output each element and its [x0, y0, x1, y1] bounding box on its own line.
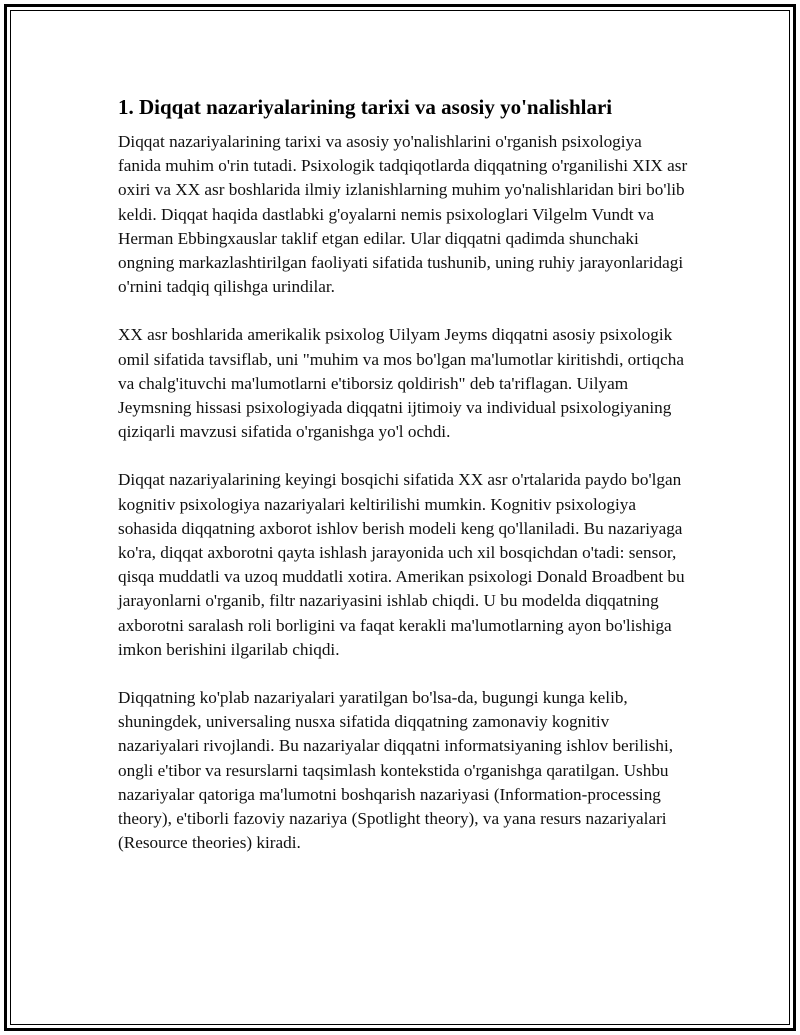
paragraph-3: Diqqat nazariyalarining keyingi bosqichi sifatida XX asr o'rtalarida paydo bo'lgan kognitiv psixologiya nazariyalari keltirilishi mumkin. Kognitiv psixologiya sohasida diqqatning axborot ishlov berish modeli keng qo'llaniladi. Bu nazariyaga ko'ra, diqqat axborotni qayta ishlash jarayonida uch xil bosqichdan o'tadi: sensor, qisqa muddatli va uzoq muddatli xotira. Amerikan psixologi Donald Broadbent bu jarayonlarni o'rganib, filtr nazariyasini ishlab chiqdi. U bu modelda diqqatning axborotni saralash roli borligini va faqat kerakli ma'lumotlarning ayon bo'lishiga imkon berishini ilgarilab chiqdi. [118, 470, 685, 659]
paragraph-2: XX asr boshlarida amerikalik psixolog Uilyam Jeyms diqqatni asosiy psixologik omil sifatida tavsiflab, uni "muhim va mos bo'lgan ma'lumotlar kiritishdi, ortiqcha va chalg'ituvchi ma'lumotlarni e'tiborsiz qoldirish" deb ta'riflagan. Uilyam Jeymsning hissasi psixologiyada diqqatni ijtimoiy va individual psixologiyaning qiziqarli mavzusi sifatida o'rganishga yo'l ochdi. [118, 325, 684, 442]
section-heading: 1. Diqqat nazariyalarining tarixi va asosiy yo'nalishlari [118, 95, 613, 119]
paragraph-1: Diqqat nazariyalarining tarixi va asosiy yo'nalishlarini o'rganish psixologiya fanida muhim o'rin tutadi. Psixologik tadqiqotlarda diqqatning o'rganilishi XIX asr oxiri va XX asr boshlarida ilmiy izlanishlarning muhim yo'nalishlaridan biri bo'lib keldi. Diqqat haqida dastlabki g'oyalarni nemis psixologlari Vilgelm Vundt va Herman Ebbingxauslar taklif etgan edilar. Ular diqqatni qadimda shunchaki ongning markazlashtirilgan faoliyati sifatida tushunib, uning ruhiy jarayonlaridagi o'rnini tadqiq qilishga urindilar. [118, 132, 688, 297]
document-body [118, 93, 688, 879]
paragraph-4: Diqqatning ko'plab nazariyalari yaratilgan bo'lsa-da, bugungi kunga kelib, shuningdek, universaling nusxa sifatida diqqatning zamonaviy kognitiv nazariyalari rivojlandi. Bu nazariyalar diqqatni informatsiyaning ishlov berilishi, ongli e'tibor va resurslarni taqsimlash kontekstida o'rganishga qaratilgan. Ushbu nazariyalar qatoriga ma'lumotni boshqarish nazariyasi (Information-processing theory), e'tiborli fazoviy nazariya (Spotlight theory), va yana resurs nazariyalari (Resource theories) kiradi. [118, 688, 674, 853]
